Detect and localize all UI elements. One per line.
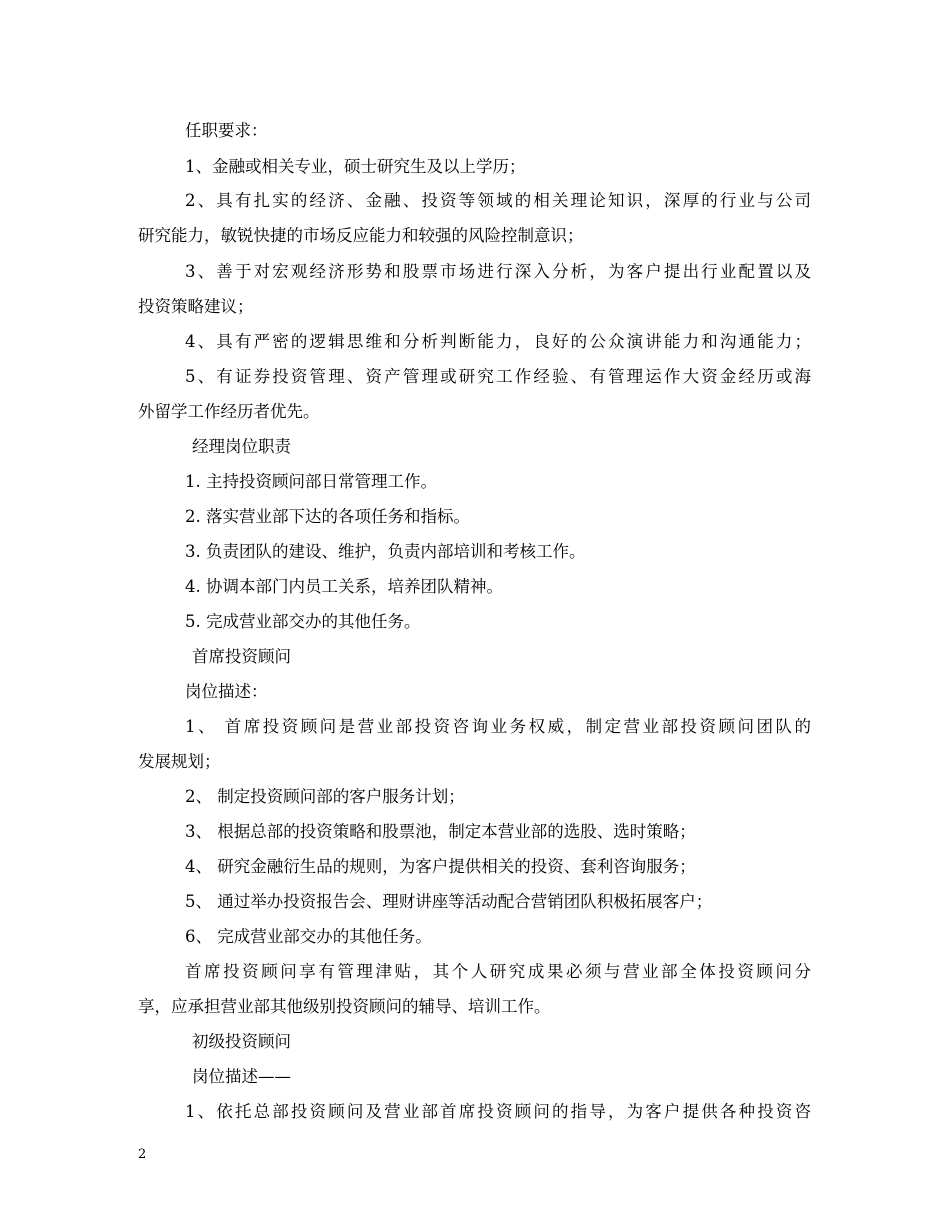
requirement-item-5: 5、有证券投资管理、资产管理或研究工作经验、有管理运作大资金经历或海: [185, 367, 811, 386]
requirement-item-2-continued: 研究能力，敏锐快捷的市场反应能力和较强的风险控制意识；: [138, 226, 584, 245]
chief-allowance-paragraph-continued: 享，应承担营业部其他级别投资顾问的辅导、培训工作。: [138, 997, 551, 1016]
chief-allowance-paragraph: 首席投资顾问享有管理津贴，其个人研究成果必须与营业部全体投资顾问分: [185, 962, 811, 981]
duty-item-1: 1. 主持投资顾问部日常管理工作。: [185, 472, 437, 491]
requirement-item-2: 2、具有扎实的经济、金融、投资等领域的相关理论知识，深厚的行业与公司: [185, 191, 811, 210]
chief-item-1: 1、 首席投资顾问是营业部投资咨询业务权威，制定营业部投资顾问团队的: [185, 717, 811, 736]
requirement-item-5-continued: 外留学工作经历者优先。: [138, 402, 320, 421]
chief-item-1-continued: 发展规划；: [138, 752, 221, 771]
chief-item-6: 6、 完成营业部交办的其他任务。: [185, 927, 432, 946]
junior-item-1: 1、依托总部投资顾问及营业部首席投资顾问的指导，为客户提供各种投资咨: [185, 1102, 811, 1121]
section-heading-manager-duties: 经理岗位职责: [192, 437, 291, 456]
requirement-item-1: 1、金融或相关专业，硕士研究生及以上学历；: [185, 157, 526, 176]
section-heading-chief-advisor: 首席投资顾问: [192, 647, 291, 666]
chief-item-3: 3、 根据总部的投资策略和股票池，制定本营业部的选股、选时策略；: [185, 822, 696, 841]
chief-item-2: 2、 制定投资顾问部的客户服务计划；: [185, 787, 465, 806]
section-heading-junior-advisor: 初级投资顾问: [192, 1032, 291, 1051]
duty-item-4: 4. 协调本部门内员工关系，培养团队精神。: [185, 577, 503, 596]
duty-item-2: 2. 落实营业部下达的各项任务和指标。: [185, 507, 470, 526]
requirement-item-4: 4、具有严密的逻辑思维和分析判断能力，良好的公众演讲能力和沟通能力；: [185, 332, 811, 351]
requirement-item-3: 3、善于对宏观经济形势和股票市场进行深入分析，为客户提出行业配置以及: [185, 262, 811, 281]
duty-item-3: 3. 负责团队的建设、维护，负责内部培训和考核工作。: [185, 542, 586, 561]
duty-item-5: 5. 完成营业部交办的其他任务。: [185, 612, 421, 631]
subheading-junior-description: 岗位描述——: [192, 1067, 291, 1086]
section-heading-requirements: 任职要求：: [185, 121, 268, 140]
chief-item-4: 4、 研究金融衍生品的规则，为客户提供相关的投资、套利咨询服务；: [185, 857, 696, 876]
page-number: 2: [138, 1147, 147, 1162]
requirement-item-3-continued: 投资策略建议；: [138, 297, 254, 316]
chief-item-5: 5、 通过举办投资报告会、理财讲座等活动配合营销团队积极拓展客户；: [185, 892, 713, 911]
subheading-job-description: 岗位描述：: [185, 682, 268, 701]
